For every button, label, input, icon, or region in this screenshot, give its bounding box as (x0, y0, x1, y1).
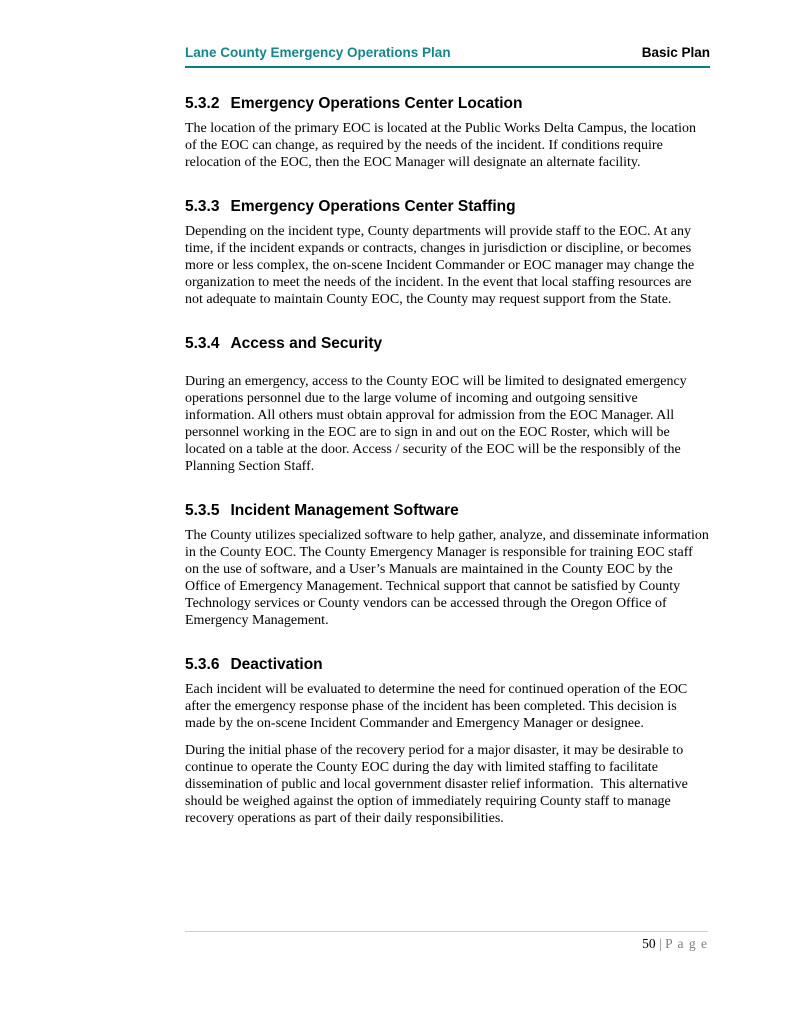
section-5-3-5 (185, 501, 713, 629)
footer-page-number: 50 (642, 936, 656, 951)
paragraph: Depending on the incident type, County departments will provide staff to the EOC. At any time, if the incident expands or contracts, changes in jurisdiction or discipline, or becomes more or less complex, the on-scene Incident Commander or EOC manager may change the organization to meet the needs of the incident. In the event that local staffing resources are not adequate to maintain County EOC, the County may request support from the State. (185, 224, 698, 307)
section-heading (185, 655, 710, 674)
section-5-3-4 (185, 334, 710, 475)
header-section-label: Basic Plan (641, 45, 710, 60)
section-heading (185, 197, 710, 216)
footer-page-word: P a g e (665, 936, 708, 951)
section-title: Emergency Operations Center Staffing (230, 198, 516, 215)
section-title: Emergency Operations Center Location (230, 95, 523, 112)
footer-separator: | (655, 936, 666, 951)
section-5-3-3 (185, 197, 710, 308)
section-number: 5.3.2 (185, 95, 220, 112)
section-5-3-2 (185, 94, 710, 171)
page-content (185, 0, 713, 827)
section-number: 5.3.4 (185, 335, 220, 352)
section-number: 5.3.5 (185, 502, 220, 519)
section-heading (185, 501, 710, 520)
section-heading (185, 334, 710, 353)
paragraph: The County utilizes specialized software to help gather, analyze, and disseminate information in the County EOC. The County Emergency Manager is responsible for training EOC staff on the use of software, and a User’s Manuals are maintained in the County EOC by the Office of Emergency Management. Technical support that cannot be satisfied by County Technology services or County vendors can be accessed through the Oregon Office of Emergency Management. (185, 528, 713, 628)
paragraph: During the initial phase of the recovery period for a major disaster, it may be desirable to continue to operate the County EOC during the day with limited staffing to facilitate dissemination of public and local government disaster relief information. This alternative should be weighed against the option of immediately requiring County staff to manage recovery operations as part of their daily responsibilities. (185, 743, 692, 826)
section-heading (185, 94, 710, 113)
page-footer (185, 931, 708, 952)
paragraph: The location of the primary EOC is located at the Public Works Delta Campus, the location of the EOC can change, as required by the needs of the incident. If conditions require relocation of the EOC, then the EOC Manager will designate an alternate facility. (185, 121, 700, 170)
paragraph: During an emergency, access to the County EOC will be limited to designated emergency operations personnel due to the large volume of incoming and outgoing sensitive information. All others must obtain approval for admission from the EOC Manager. All personnel working in the EOC are to sign in and out on the EOC Roster, which will be located on a table at the door. Access / security of the EOC will be the responsibly of the Planning Section Staff. (185, 374, 691, 474)
section-title: Deactivation (230, 656, 323, 673)
section-5-3-6 (185, 655, 710, 827)
section-number: 5.3.6 (185, 656, 220, 673)
paragraph: Each incident will be evaluated to determine the need for continued operation of the EOC after the emergency response phase of the incident has been completed. This decision is made by the on-scene Incident Commander and Emergency Manager or designee. (185, 682, 691, 731)
section-title: Access and Security (230, 335, 383, 352)
section-number: 5.3.3 (185, 198, 220, 215)
document-title: Lane County Emergency Operations Plan (185, 45, 451, 60)
page-header (185, 0, 710, 68)
section-title: Incident Management Software (230, 502, 459, 519)
